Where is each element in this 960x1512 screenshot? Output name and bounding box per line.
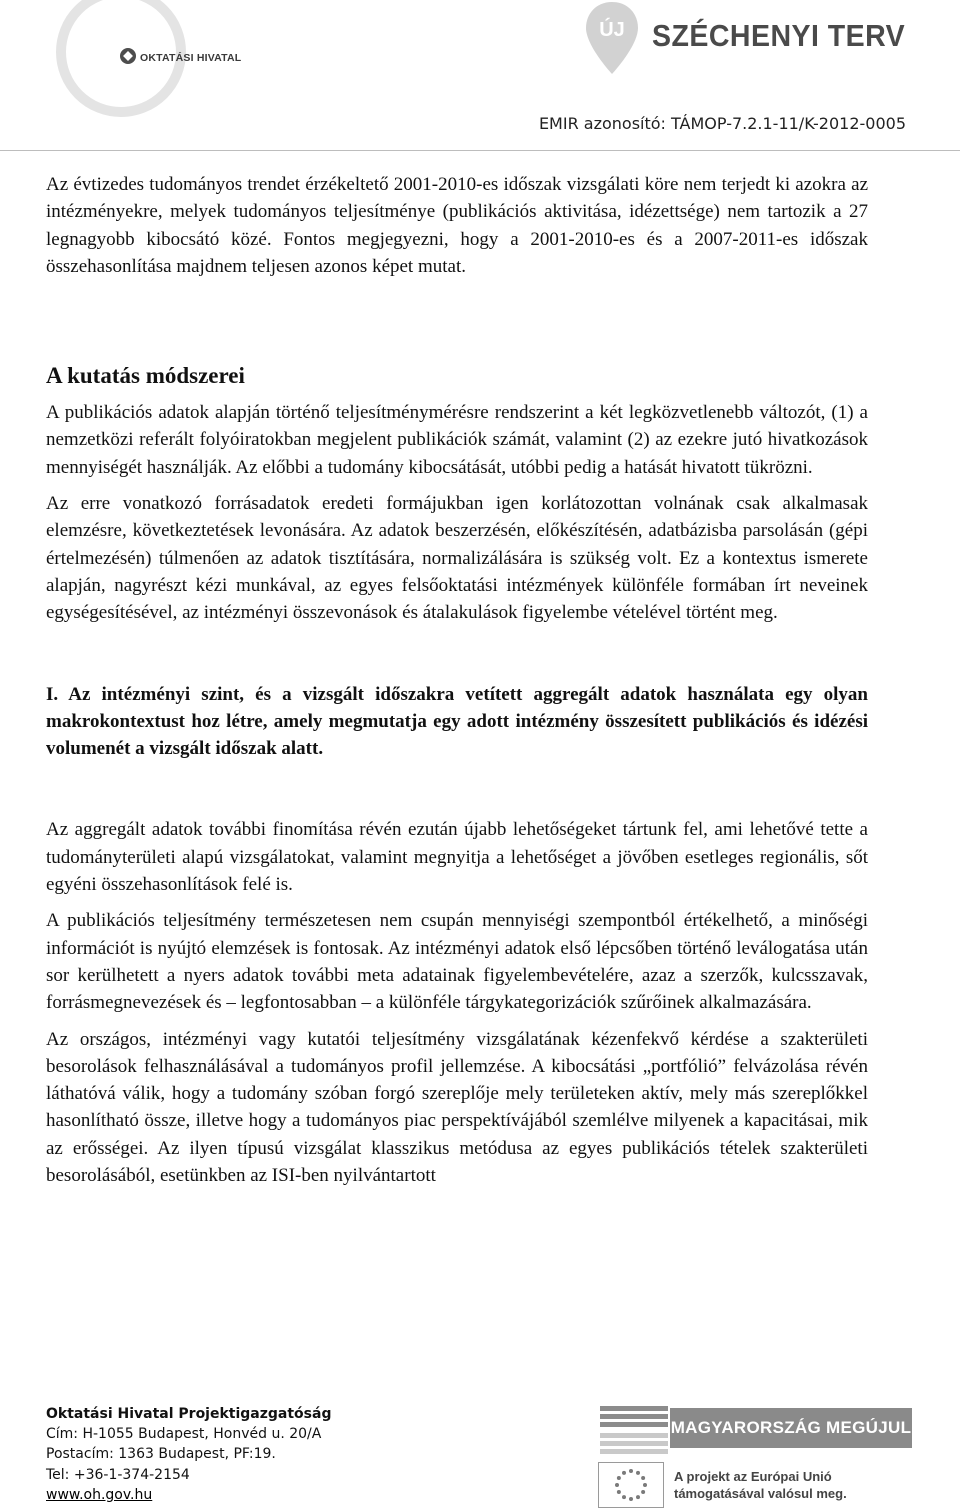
paragraph-refinement: Az aggregált adatok további finomítása révén ezután újabb lehetőségeket tártunk fel, ami lehetővé tette a tudományterületi alapú vizsgálatokat, valamint megnyitja a lehetőséget a jövőben esetleges regionális, sőt egyéni összehasonlítások felé is. xyxy=(46,819,868,896)
eu-star xyxy=(641,1490,645,1494)
eu-star xyxy=(636,1495,640,1499)
spacer xyxy=(46,391,868,399)
eu-star xyxy=(636,1471,640,1475)
footer-org-name: Oktatási Hivatal Projektigazgatóság xyxy=(46,1406,332,1422)
eu-star xyxy=(641,1476,645,1480)
szechenyi-terv-title: SZÉCHENYI TERV xyxy=(652,18,906,53)
eu-support-logo xyxy=(598,1462,918,1510)
footer-postal-address: Postacím: 1363 Budapest, PF:19. xyxy=(46,1446,276,1463)
eu-star xyxy=(617,1490,621,1494)
oktatasi-hivatal-logo xyxy=(56,0,186,150)
eu-star xyxy=(615,1483,619,1487)
oktatasi-hivatal-logo-text: OKTATÁSI HIVATAL xyxy=(140,52,242,64)
paragraph-portfolio: Az országos, intézményi vagy kutatói teljesítmény vizsgálatának kézenfekvő kérdése a szakterületi besorolások felhasználásával a tudományos profil jellemzése. A kibocsátási „portfólió” felvázolása révén láthatóvá válik, hogy a tudomány szóban forgó szereplője mely területeken aktív, mely más szereplőkkel hasonlítható össze, illetve hogy a tudományos piac perspektívájából szemlélve milyenek a kapacitásai, mik az erősségei. Az ilyen típusú vizsgálat klasszikus metódusa az egyes publikációs tételek szakterületi besorolásából, esetünkben az ISI-ben nyilvántartott xyxy=(46,1028,868,1187)
spacer xyxy=(46,280,868,361)
emir-identifier: EMIR azonosító: TÁMOP-7.2.1-11/K-2012-0005 xyxy=(538,114,906,133)
eu-support-line-1: A projekt az Európai Unió xyxy=(674,1469,832,1484)
paragraph-methods-1: A publikációs adatok alapján történő teljesítménymérésre rendszerint a két legközvetlenebb változót, (1) a nemzetközi referált folyóiratokban megjelent publikációk számát, valamint (2) az ezekre jutó hivatkozások mennyiségét használják. Az előbbi a tudomány kibocsátását, utóbbi pedig a hatását hivatott tükrözni. xyxy=(46,402,868,478)
paragraph-quality: A publikációs teljesítmény természetesen nem csupán mennyiségi szempontból értékelhető, a minőségi információt is nyújtó elemzések is fontosak. Az intézményi adatok első lépcsőben történő leválogatása után sor kerülhetett a nyers adatok további meta adatainak figyelembevételére, azaz a szerzők, kulcsszavak, forrásmegnevezések és – legfontosabban – a különféle tárgykategorizációk szűrőinek alkalmazására. xyxy=(46,910,868,1014)
page-header xyxy=(0,0,960,150)
eu-star xyxy=(629,1469,633,1473)
eu-star xyxy=(622,1495,626,1499)
eu-support-text xyxy=(674,1468,847,1502)
paragraph-level-one: I. Az intézményi szint, és a vizsgált időszakra vetített aggregált adatok használata egy olyan makrokontextust hoz létre, amely megmutatja egy adott intézmény összesített publikációs és idézési volumenét a vizsgált időszak alatt. xyxy=(46,683,868,760)
eu-star xyxy=(622,1471,626,1475)
magyarorszag-megujul-banner: MAGYARORSZÁG MEGÚJUL xyxy=(670,1408,912,1448)
footer-contact xyxy=(46,1404,331,1505)
eu-support-line-2: támogatásával valósul meg. xyxy=(674,1486,847,1501)
flag-stripes-icon xyxy=(598,1404,676,1456)
spacer xyxy=(46,627,868,681)
footer-address: Cím: H-1055 Budapest, Honvéd u. 20/A xyxy=(46,1426,322,1443)
spacer xyxy=(46,898,868,907)
eu-star xyxy=(629,1497,633,1501)
magyarorszag-megujul-logo xyxy=(598,1404,912,1456)
eu-star xyxy=(643,1483,647,1487)
szechenyi-mark-text: ÚJ xyxy=(599,19,625,41)
document-body xyxy=(46,171,868,1189)
eu-star xyxy=(617,1476,621,1480)
spacer xyxy=(46,481,868,490)
eu-flag-icon xyxy=(598,1462,664,1508)
header-divider xyxy=(0,150,960,151)
paragraph-methods-2: Az erre vonatkozó forrásadatok eredeti formájukban igen korlátozottan volnának csak alkalmasak elemzésre, következtetések levonására. Az adatok beszerzésén, előkészítésén, adatbázisba parsolásán (gépi értelmezésén) túlmenően az adatok tisztítására, normalizálására is szükség volt. Ez a kontextus ismerete alapján, nagyrészt kézi munkával, az egyes felsőoktatási intézmények különféle formában írt neveinek egységesítésével, az intézményi összevonások és átalakulások figyelembe vételével történt meg. xyxy=(46,493,868,624)
spacer xyxy=(46,762,868,816)
szechenyi-terv-pin-icon xyxy=(582,0,642,80)
paragraph-intro: Az évtizedes tudományos trendet érzékeltető 2001-2010-es időszak vizsgálati köre nem terjedt ki azokra az intézményekre, melyek tudományos teljesítménye (publikációs aktivitása, idézettsége) nem tartozik a 27 legnagyobb kibocsátó közé. Fontos megjegyezni, hogy a 2001-2010-es és a 2007-2011-es időszak összehasonlítása majdnem teljesen azonos képet mutat. xyxy=(46,174,868,277)
footer-website-link[interactable]: www.oh.gov.hu xyxy=(46,1486,153,1503)
section-heading: A kutatás módszerei xyxy=(46,363,245,389)
spacer xyxy=(46,1017,868,1026)
footer-telephone: Tel: +36-1-374-2154 xyxy=(46,1466,190,1483)
